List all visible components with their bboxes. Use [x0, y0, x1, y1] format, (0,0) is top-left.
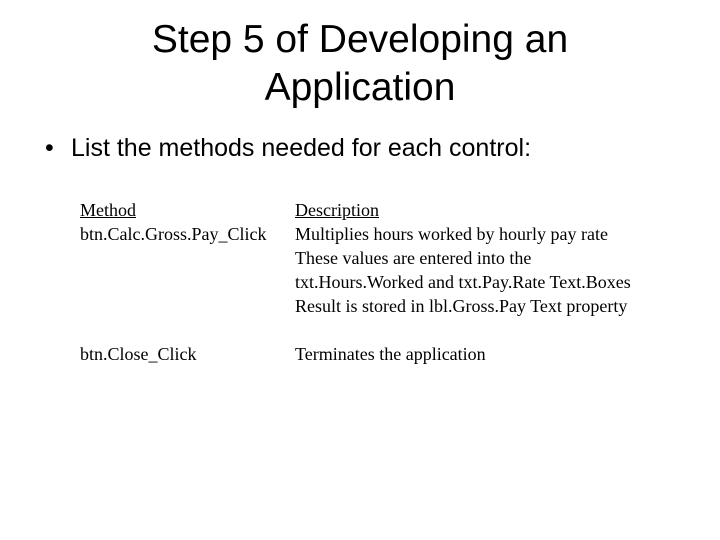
description-line: Result is stored in lbl.Gross.Pay Text property: [295, 296, 628, 316]
method-name: btn.Calc.Gross.Pay_Click: [80, 224, 267, 244]
description-line: These values are entered into the: [295, 248, 532, 268]
description-column-cell: [295, 342, 675, 366]
method-column-cell: [80, 198, 295, 318]
slide-title-line-1: Step 5 of Developing an: [151, 18, 569, 61]
description-line: txt.Hours.Worked and txt.Pay.Rate Text.Boxes: [295, 272, 631, 292]
bullet-dot-icon: •: [45, 134, 54, 162]
methods-table: [80, 198, 675, 366]
description-header: Description: [295, 200, 379, 220]
method-name: btn.Close_Click: [80, 344, 197, 364]
table-row: [80, 342, 675, 366]
bullet-text: List the methods needed for each control:: [71, 134, 532, 162]
table-row: [80, 198, 675, 318]
description-column-cell: [295, 198, 675, 318]
method-header: Method: [80, 200, 136, 220]
slide-title: [0, 16, 720, 112]
slide-title-line-2: Application: [264, 66, 456, 109]
description-line: Terminates the application: [295, 344, 486, 364]
method-column-cell: [80, 342, 295, 366]
description-line: Multiplies hours worked by hourly pay rate: [295, 224, 608, 244]
bullet-item: [45, 132, 531, 164]
